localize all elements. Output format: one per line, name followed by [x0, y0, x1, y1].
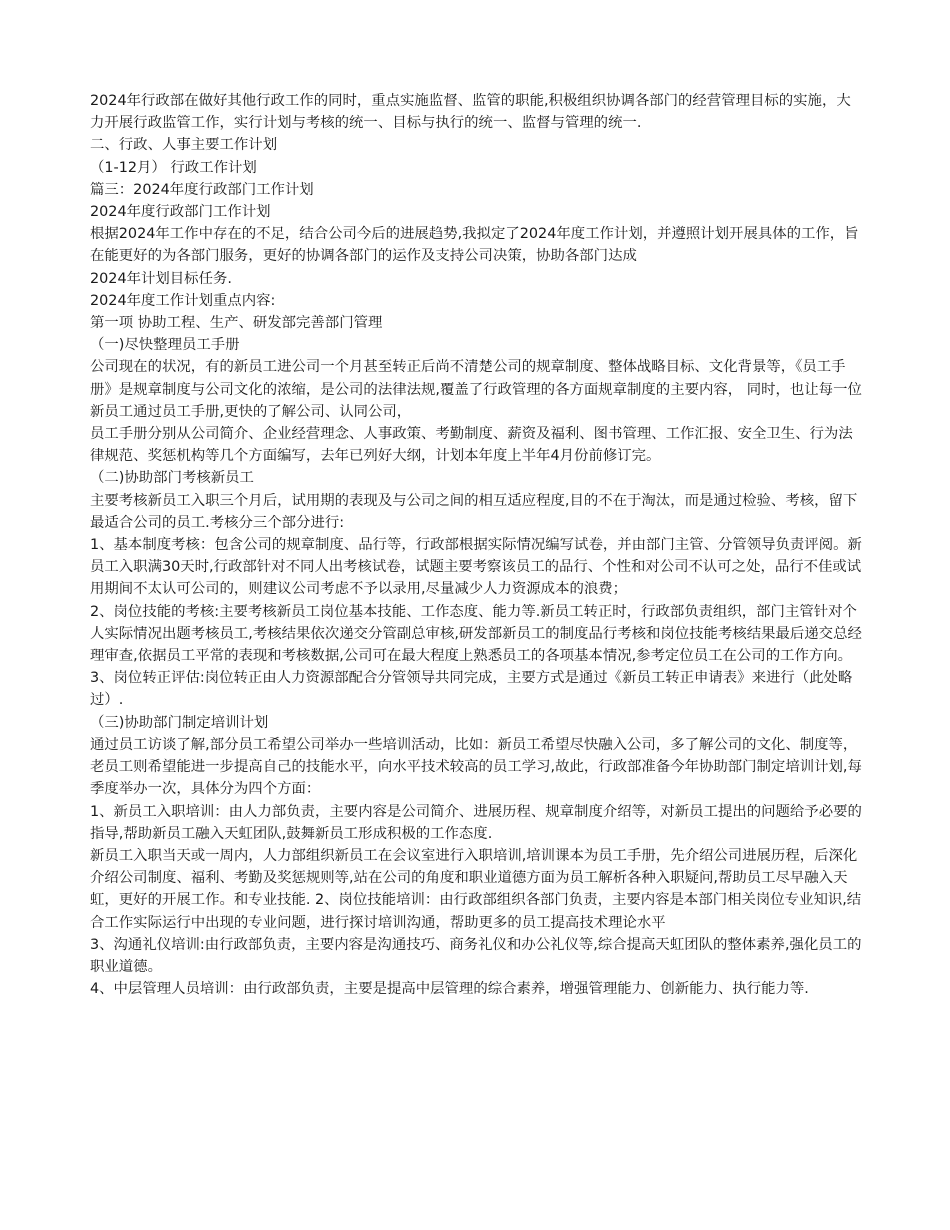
heading-chapter-three: 篇三：2024年度行政部门工作计划	[90, 181, 314, 198]
heading-section-one: （一)尽快整理员工手册	[90, 337, 240, 354]
paragraph-training-intro: 通过员工访谈了解,部分员工希望公司举办一些培训活动，比如：新员工希望尽快融入公司，多了解公司的文化、制度等，老员工则希望能进一步提高自己的技能水平，向水平技术较高的员工学习,故此，行政部准备今年协助部门制定培训计划,每季度举办一次，具体分为四个方面：	[90, 736, 862, 798]
paragraph-assessment-3: 3、岗位转正评估:岗位转正由人力资源部配合分管领导共同完成，主要方式是通过《新员工转正申请表》来进行（此处略过）.	[90, 670, 853, 709]
heading-section-three: （三)协助部门制定培训计划	[90, 714, 269, 731]
document-body	[90, 90, 862, 1000]
paragraph-intro: 2024年行政部在做好其他行政工作的同时，重点实施监督、监管的职能,积极组织协调各部门的经营管理目标的实施，大力开展行政监管工作，实行计划与考核的统一、目标与执行的统一、监督与管理的统一.	[90, 93, 851, 132]
paragraph-basis: 根据2024年工作中存在的不足，结合公司今后的进展趋势,我拟定了2024年度工作计划，并遵照计划开展具体的工作，旨在能更好的为各部门服务，更好的协调各部门的运作及支持公司决策，协助各部门达成	[90, 226, 859, 265]
heading-section-two: （二)协助部门考核新员工	[90, 470, 254, 487]
paragraph-training-2: 新员工入职当天或一周内，人力部组织新员工在会议室进行入职培训,培训课本为员工手册，先介绍公司进展历程，后深化介绍公司制度、福利、考勤及奖惩规则等,站在公司的角度和职业道德方面为员工解析各种入职疑问,帮助员工尽早融入天虹，更好的开展工作。和专业技能. 2、岗位技能培训：由行政部组织各部门负责，主要内容是本部门相关岗位专业知识,结合工作实际运行中出现的专业问题，进行探讨培训沟通，帮助更多的员工提高技术理论水平	[90, 847, 862, 931]
paragraph-training-3: 3、沟通礼仪培训:由行政部负责，主要内容是沟通技巧、商务礼仪和办公礼仪等,综合提高天虹团队的整体素养,强化员工的职业道德。	[90, 936, 862, 975]
heading-annual-plan: 2024年度行政部门工作计划	[90, 204, 271, 221]
heading-hr-plan: 二、行政、人事主要工作计划	[90, 137, 278, 154]
paragraph-training-1: 1、新员工入职培训：由人力部负责，主要内容是公司简介、进展历程、规章制度介绍等，对新员工提出的问题给予必要的指导,帮助新员工融入天虹团队,鼓舞新员工形成积极的工作态度.	[90, 803, 862, 842]
paragraph-handbook-status: 公司现在的状况，有的新员工进公司一个月甚至转正后尚不清楚公司的规章制度、整体战略目标、文化背景等，《员工手册》是规章制度与公司文化的浓缩，是公司的法律法规,覆盖了行政管理的各方面规章制度的主要内容， 同时，也让每一位新员工通过员工手册,更快的了解公司、认同公司，	[90, 359, 862, 420]
heading-admin-plan: （1-12月） 行政工作计划	[90, 159, 257, 176]
paragraph-target: 2024年计划目标任务.	[90, 270, 232, 287]
paragraph-assessment-2: 2、岗位技能的考核:主要考核新员工岗位基本技能、工作态度、能力等.新员工转正时，行政部负责组织，部门主管针对个人实际情况出题考核员工,考核结果依次递交分管副总审核,研发部新员工的制度品行考核和岗位技能考核结果最后递交总经理审查,依据员工平常的表现和考核数据,公司可在最大程度上熟悉员工的各项基本情况,参考定位员工在公司的工作方向。	[90, 603, 862, 665]
paragraph-handbook-content: 员工手册分别从公司简介、企业经营理念、人事政策、考勤制度、薪资及福利、图书管理、工作汇报、安全卫生、行为法律规范、奖惩机构等几个方面编写，去年已列好大纲，计划本年度上半年4月份前修订完。	[90, 426, 853, 465]
paragraph-assessment-1: 1、基本制度考核：包含公司的规章制度、品行等，行政部根据实际情况编写试卷，并由部门主管、分管领导负责评阅。新员工入职满30天时,行政部针对不同人出考核试卷，试题主要考察该员工的品行、个性和对公司不认可之处，品行不佳或试用期间不太认可公司的，则建议公司考虑不予以录用,尽量减少人力资源成本的浪费；	[90, 537, 862, 598]
paragraph-training-4: 4、中层管理人员培训：由行政部负责，主要是提高中层管理的综合素养，增强管理能力、创新能力、执行能力等.	[90, 981, 809, 998]
heading-key-content: 2024年度工作计划重点内容:	[90, 292, 276, 309]
heading-item-one: 第一项 协助工程、生产、研发部完善部门管理	[90, 315, 383, 332]
paragraph-assessment-intro: 主要考核新员工入职三个月后，试用期的表现及与公司之间的相互适应程度,目的不在于淘汰，而是通过检验、考核，留下最适合公司的员工.考核分三个部分进行:	[90, 492, 858, 531]
